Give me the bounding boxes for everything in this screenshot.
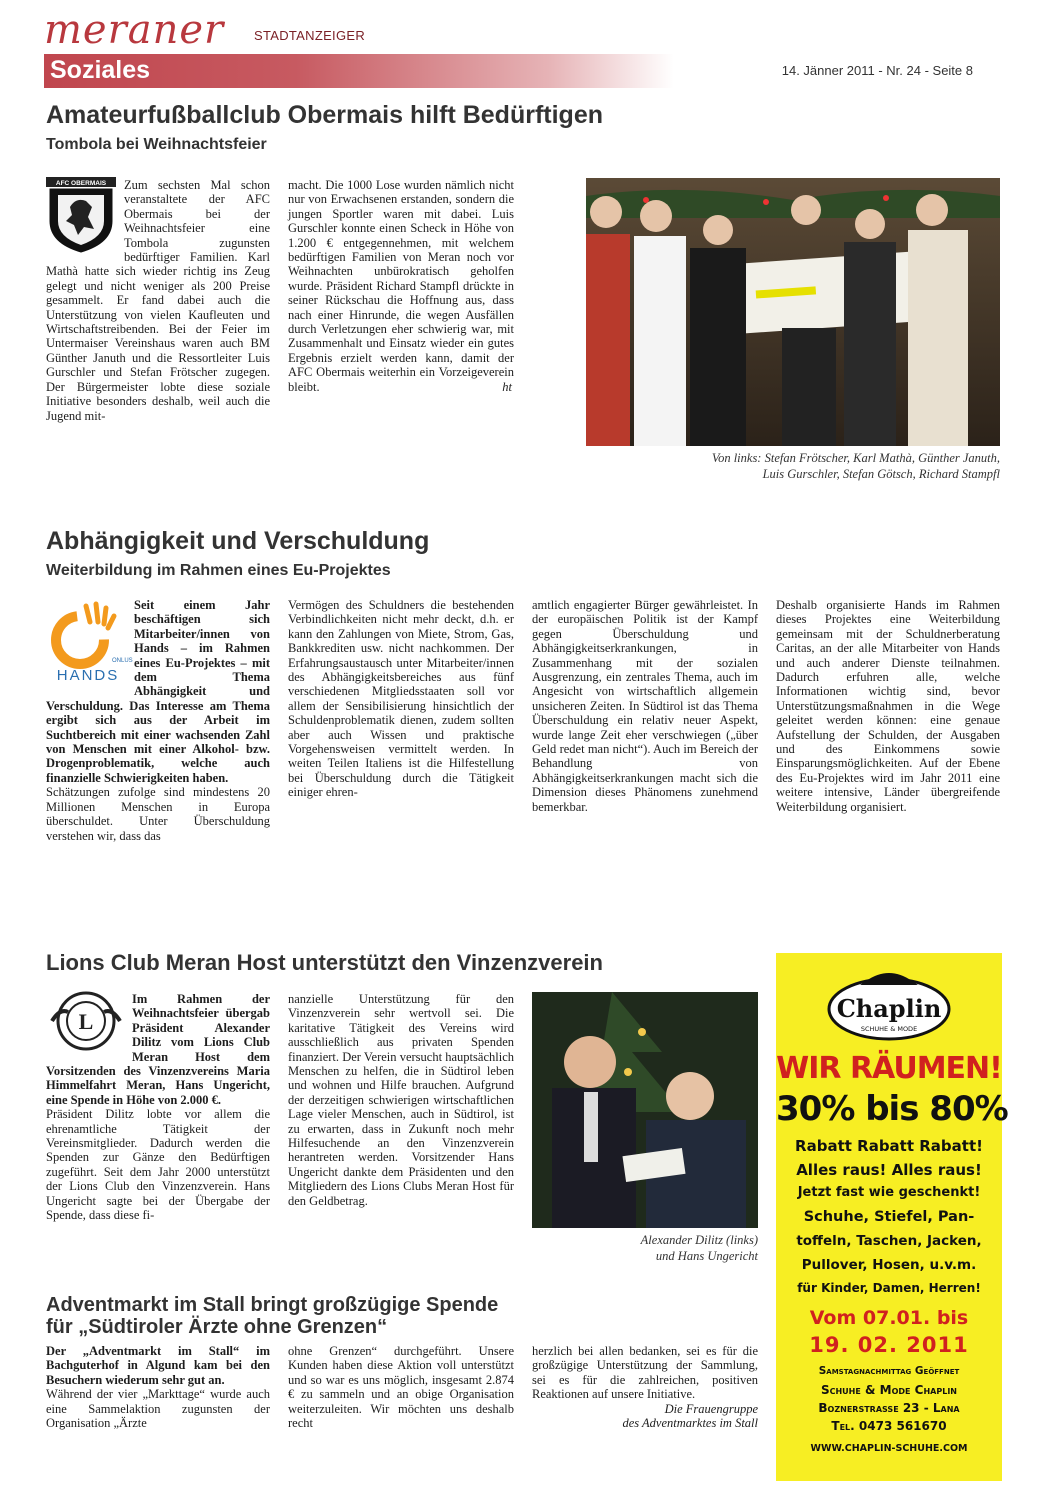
- article4-signature-1: Die Frauengruppe: [664, 1401, 758, 1416]
- article2-subtitle: Weiterbildung im Rahmen eines Eu-Projektes: [46, 562, 391, 579]
- article4-column-3: [532, 1344, 758, 1484]
- article4-lead: Der „Adventmarkt im Stall“ im Bachguterhof in Algund kam bei den Besuchern wiederum sehr gut an.: [46, 1344, 270, 1387]
- article3-photo: [532, 992, 758, 1228]
- ad-address: Boznerstrasse 23 - Lana: [818, 1401, 960, 1415]
- article1-caption: [586, 450, 1000, 482]
- ad-date-from: Vom 07.01. bis: [809, 1307, 969, 1329]
- article4-title: [46, 1294, 498, 1338]
- article4-text-2: ohne Grenzen“ durchgeführt. Unsere Kunden haben diese Aktion voll unterstützt und so war es uns möglich, insgesamt 2.874 € zu sammeln und an obige Organisation weiterzuleiten. Wir möchten uns deshalb recht: [288, 1344, 514, 1431]
- article3-column-2: [288, 992, 514, 1264]
- article1-photo: [586, 178, 1000, 446]
- article1-caption-line-2: Luis Gurschler, Stefan Götsch, Richard Stampfl: [762, 467, 1000, 481]
- ad-line-9: für Kinder, Damen, Herren!: [797, 1281, 981, 1295]
- ad-line-4: Alles raus! Alles raus!: [796, 1161, 982, 1179]
- lions-logo-letter: L: [78, 1009, 94, 1034]
- article1-title: Amateurfußballclub Obermais hilft Bedürftigen: [46, 101, 603, 129]
- article4-title-line-1: Adventmarkt im Stall bringt großzügige Spende: [46, 1294, 499, 1316]
- article2-text-2: Vermögen des Schuldners die bestehenden Verbindlichkeiten nicht mehr deckt, d.h. er kann den Zahlungen von Miete, Strom, Gas, Bankkrediten usw. nicht nachkommen. Der Erfahrungsaustausch unter Mitarbeiter/innen des Abhängigkeitsbereiches aus fünf verschiedenen Mitgliedsstaaten soll vor allem der Sensibilisierung hinsichtlich der Schuldenproblematik dienen, zudem sollten aber auch Wissen und praktische Vorgehensweisen vermittelt werden. In weiten Teilen Italiens ist die Hilfestellung bei Überschuldung durch die Tätigkeit einiger ehren-: [288, 598, 514, 800]
- article3-text-1: Präsident Dilitz lobte vor allem die ehrenamtliche Tätigkeit der Vereinsmitglieder. Dadurch werden die Spenden zur Gänze den Bedürftigen zugeführt. Seit dem Jahr 2000 unterstützt der Lions Club den Vinzenzverein. Hans Ungericht sagte bei der Übergabe der Spende, dass diese fi-: [46, 1107, 270, 1223]
- ad-line-12: Samstagnachmittag Geöffnet: [818, 1365, 960, 1377]
- masthead: [44, 8, 464, 52]
- article3-caption-line-1: Alexander Dilitz (links): [640, 1233, 758, 1247]
- article3-caption: [532, 1232, 758, 1264]
- article2-text-1: Schätzungen zufolge sind mindestens 20 Millionen Menschen in Europa überschuldet. Unter Überschuldung verstehen wir, dass das: [46, 785, 270, 843]
- section-bar: [44, 54, 674, 88]
- article2-column-1: [46, 598, 270, 888]
- article3-lead: Im Rahmen der Weihnachtsfeier übergab Präsident Alexander Dilitz vom Lions Club Meran Host dem Vorsitzenden des Vinzenzvereins Maria Himmelfahrt Meran, Hans Ungericht, eine Spende in Höhe von 2.000 €.: [46, 992, 270, 1107]
- article2-column-4: [776, 598, 1000, 888]
- article2-title: Abhängigkeit und Verschuldung: [46, 527, 430, 555]
- ad-line-13: Schuhe & Mode Chaplin: [820, 1383, 958, 1397]
- article1-column-1: [46, 178, 270, 480]
- article2-lead: Seit einem Jahr beschäftigen sich Mitarbeiter/innen von Hands – im Rahmen eines Eu-Projektes – mit dem Thema Abhängigkeit und Verschuldung. Das Interesse am Thema ergibt sich aus der Arbeit im Suchtbereich mit einer wachsenden Zahl von Menschen mit einer Alkohol- bzw. Drogenproblematik, welche auch finanzielle Schwierigkeiten haben.: [46, 598, 270, 785]
- ad-line-8: Pullover, Hosen, u.v.m.: [801, 1257, 977, 1273]
- article4-signature-2: des Adventmarktes im Stall: [622, 1416, 758, 1431]
- article2-column-2: [288, 598, 514, 888]
- masthead-subtitle: STADTANZEIGER: [254, 28, 366, 43]
- article4-text-3: herzlich bei allen bedanken, sei es für die großzügige Unterstützung der Sammlung, sei es für die zahlreichen, positiven Reaktionen auf unsere Initiative.: [532, 1344, 758, 1402]
- article3-column-1: [46, 992, 270, 1264]
- ad-line-7: toffeln, Taschen, Jacken,: [796, 1233, 982, 1249]
- article1-column-2: [288, 178, 514, 480]
- afc-logo-text: AFC OBERMAIS: [55, 180, 107, 187]
- article1-text-2: macht. Die 1000 Lose wurden nämlich nicht nur von Erwachsenen erstanden, sondern die jungen Sportler waren mit dabei. Luis Gurschler konnte einen Scheck in Höhe von 1.200 € entgegennehmen, mit welchem bedürftigen Familien von Meran noch vor Weihnachten unbürokratisch geholfen wurde. Präsident Richard Stampfl drückte in seiner Rückschau die Hoffnung aus, dass nach einer Hinrunde, die wegen Ausfällen durch Verletzungen eher schwierig war, mit Zusammenhalt und Einsatz wieder ein gutes Ergebnis erzielt werden kann, damit der AFC Obermais weiterhin ein Vorzeigeverein bleibt. ht: [288, 178, 514, 394]
- ad-line-5: Jetzt fast wie geschenkt!: [797, 1185, 981, 1200]
- article1-subtitle: Tombola bei Weihnachtsfeier: [46, 136, 267, 153]
- article2-column-3: [532, 598, 758, 888]
- article1-signature: ht: [502, 379, 512, 394]
- chaplin-advertisement: [776, 953, 1008, 1481]
- ad-discount: 30% bis 80%: [776, 1089, 1008, 1129]
- article4-column-1: [46, 1344, 270, 1484]
- ad-headline: WIR RÄUMEN!: [776, 1051, 1002, 1086]
- section-title: Soziales: [50, 56, 151, 84]
- article2-text-4: Deshalb organisierte Hands im Rahmen dieses Projektes eine Weiterbildung gemeinsam mit der Schuldnerberatung Caritas, an der alle Mitarbeiter von Hands und auch anderer Dienste teilnahmen. Dadurch erfuhren alle, welche Informationen wichtig sind, bevor Unterstützungsmaßnahmen in die Wege geleitet werden können: eine genaue Aufstellung der Schulden, der Ausgaben und des Einkommens sowie Einsparungsmöglichkeiten. Auf der Ebene des Eu-Projektes wird im Jahr 2011 eine weitere intensive, Länder übergreifende Weiterbildung organisiert.: [776, 598, 1000, 814]
- ad-line-3: Rabatt Rabatt Rabatt!: [795, 1137, 983, 1155]
- article3-caption-line-2: und Hans Ungericht: [655, 1249, 758, 1263]
- article1-caption-line-1: Von links: Stefan Frötscher, Karl Mathà, Günther Januth,: [711, 451, 1000, 465]
- article4-title-line-2: für „Südtiroler Ärzte ohne Grenzen“: [46, 1316, 388, 1338]
- article3-title: Lions Club Meran Host unterstützt den Vinzenzverein: [46, 950, 603, 975]
- ad-website: WWW.CHAPLIN-SCHUHE.COM: [810, 1443, 968, 1454]
- hands-logo-small: ONLUS: [112, 658, 133, 664]
- article4-text-1: Während der vier „Markttage“ wurde auch eine Sammelaktion zugunsten der Organisation „Ärzte: [46, 1387, 270, 1431]
- ad-date-to: 19. 02. 2011: [809, 1333, 969, 1357]
- chaplin-brand-sub: SCHUHE & MODE: [860, 1025, 918, 1033]
- chaplin-logo: [826, 965, 952, 1045]
- hands-logo-text: HANDS: [56, 667, 120, 684]
- article3-text-2: nanzielle Unterstützung für den Vinzenzverein sehr wertvoll sei. Die karitative Tätigkeit des Vereins wird ausschließlich aus privaten Spenden finanziert. Der Verein versucht hauptsächlich Menschen zu helfen, die in Südtirol leben und wohnen und Hilfe brauchen. Aufgrund der derzeitigen schwierigen wirtschaftlichen Lage vieler Menschen, auch in Südtirol, ist zu erwarten, dass in Zukunft noch mehr Hilfesuchende an den Vinzenzverein herantreten werden. Vorsitzender Hans Ungericht dankte dem Präsidenten und den Mitgliedern des Lions Clubs Meran Host für den Geldbetrag.: [288, 992, 514, 1208]
- masthead-brand: meraner: [44, 7, 225, 53]
- article4-column-2: [288, 1344, 514, 1484]
- chaplin-brand: Chaplin: [836, 994, 942, 1023]
- article2-text-3: amtlich engagierter Bürger gewährleistet. In der europäischen Politik ist der Kampf gegen Überschuldung und Abhängigkeitserkrankungen, in Zusammenhang mit der sozialen Ausgrenzung, ein zentrales Thema, auch im Angesicht von wirtschaftlich allgemein unsicheren Zeiten. In Südtirol ist das Thema Überschuldung ein relativ neuer Aspekt, wurde lange Zeit eher verschwiegen („über Geld redet man nicht“). Auch im Bereich der Behandlung von Abhängigkeitserkrankungen macht sich die Dimension dieses Phänomens zunehmend bemerkbar.: [532, 598, 758, 814]
- ad-phone: Tel. 0473 561670: [831, 1419, 947, 1433]
- ad-line-6: Schuhe, Stiefel, Pan-: [803, 1209, 975, 1225]
- article1-text-1: Zum sechsten Mal schon veranstaltete der AFC Obermais bei der Weihnachtsfeier eine Tombola zugunsten bedürftiger Familien. Karl Mathà hatte sich wieder richtig ins Zeug gelegt und nicht weniger als 200 Preise gesammelt. Er fand dabei auch die Unterstützung von vielen Kaufleuten und Wirtschaftstreibenden. Bei der Feier im Untermaiser Vereinshaus waren auch BM Günther Januth und die Ressortleiter Luis Gurschler und Stefan Frötscher zugegen. Der Bürgermeister lobte diese soziale Initiative besonders deshalb, weil auch die Jugend mit-: [46, 178, 270, 423]
- dateline: 14. Jänner 2011 - Nr. 24 - Seite 8: [781, 63, 973, 78]
